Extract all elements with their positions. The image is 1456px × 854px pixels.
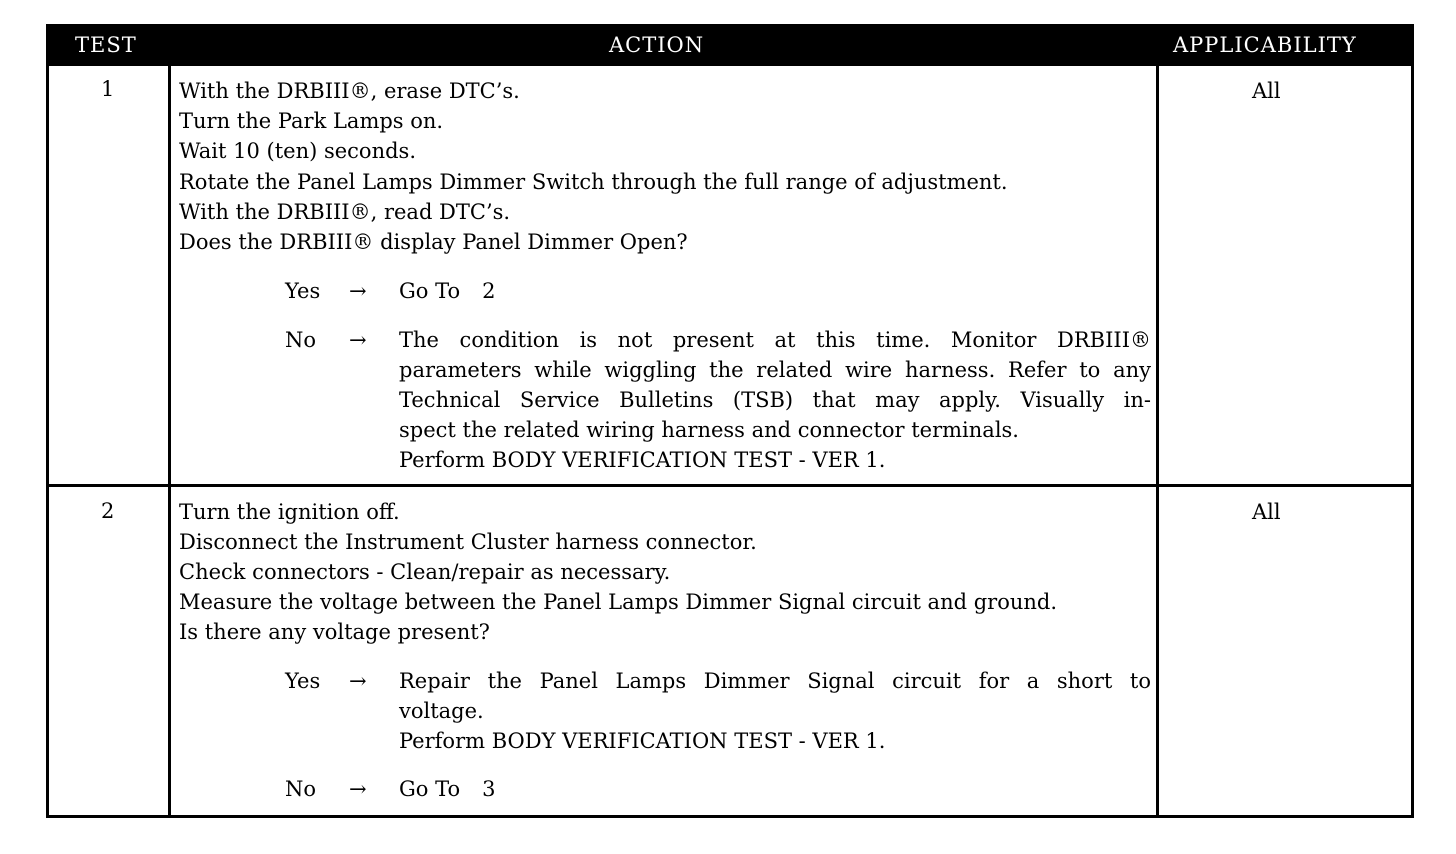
yes-label: Yes [285,669,321,693]
step-text: Is there any voltage present? [179,620,490,644]
yes-response-text [399,666,1151,756]
column-divider [1156,66,1159,815]
step-text: Wait 10 (ten) seconds. [179,139,416,163]
column-divider [168,66,171,815]
goto-instruction [399,279,496,303]
yes-label: Yes [285,279,321,303]
no-label: No [285,328,317,352]
table-header [49,27,1411,66]
diagnostic-test-table [46,24,1414,818]
goto-label: Go To [399,279,461,303]
response-line: parameters while wiggling the related wire harness. Refer to any [399,358,1151,382]
goto-instruction [399,777,496,801]
applicability-value: All [1252,79,1281,103]
no-label: No [285,777,317,801]
row-divider [49,484,1411,487]
applicability-value: All [1252,500,1281,524]
response-line: The condition is not present at this time. Monitor DRBIII® [399,328,1151,352]
step-text: Turn the Park Lamps on. [179,109,444,133]
arrow-icon: → [349,328,367,352]
step-text: With the DRBIII®, read DTC’s. [179,200,511,224]
step-text: Disconnect the Instrument Cluster harness connector. [179,530,757,554]
arrow-icon: → [349,279,367,303]
header-action: ACTION [609,33,705,57]
step-text: Turn the ignition off. [179,500,400,524]
step-text: With the DRBIII®, erase DTC’s. [179,79,520,103]
goto-number: 3 [482,777,496,801]
response-line: Perform BODY VERIFICATION TEST - VER 1. [399,448,886,472]
goto-label: Go To [399,777,461,801]
header-applicability: APPLICABILITY [1173,33,1357,57]
response-line: voltage. [399,699,484,723]
response-line: Perform BODY VERIFICATION TEST - VER 1. [399,729,886,753]
header-test: TEST [75,33,137,57]
no-response-text [399,325,1151,475]
arrow-icon: → [349,669,367,693]
response-line: spect the related wiring harness and connector terminals. [399,418,1019,442]
step-text: Check connectors - Clean/repair as necessary. [179,560,671,584]
step-text: Measure the voltage between the Panel Lamps Dimmer Signal circuit and ground. [179,590,1058,614]
goto-number: 2 [482,279,496,303]
test-number: 1 [101,77,115,101]
response-line: Technical Service Bulletins (TSB) that may apply. Visually in- [399,388,1151,412]
response-line: Repair the Panel Lamps Dimmer Signal circuit for a short to [399,669,1151,693]
arrow-icon: → [349,777,367,801]
test-number: 2 [101,499,115,523]
step-text: Rotate the Panel Lamps Dimmer Switch through the full range of adjustment. [179,170,1008,194]
step-text: Does the DRBIII® display Panel Dimmer Open? [179,230,688,254]
